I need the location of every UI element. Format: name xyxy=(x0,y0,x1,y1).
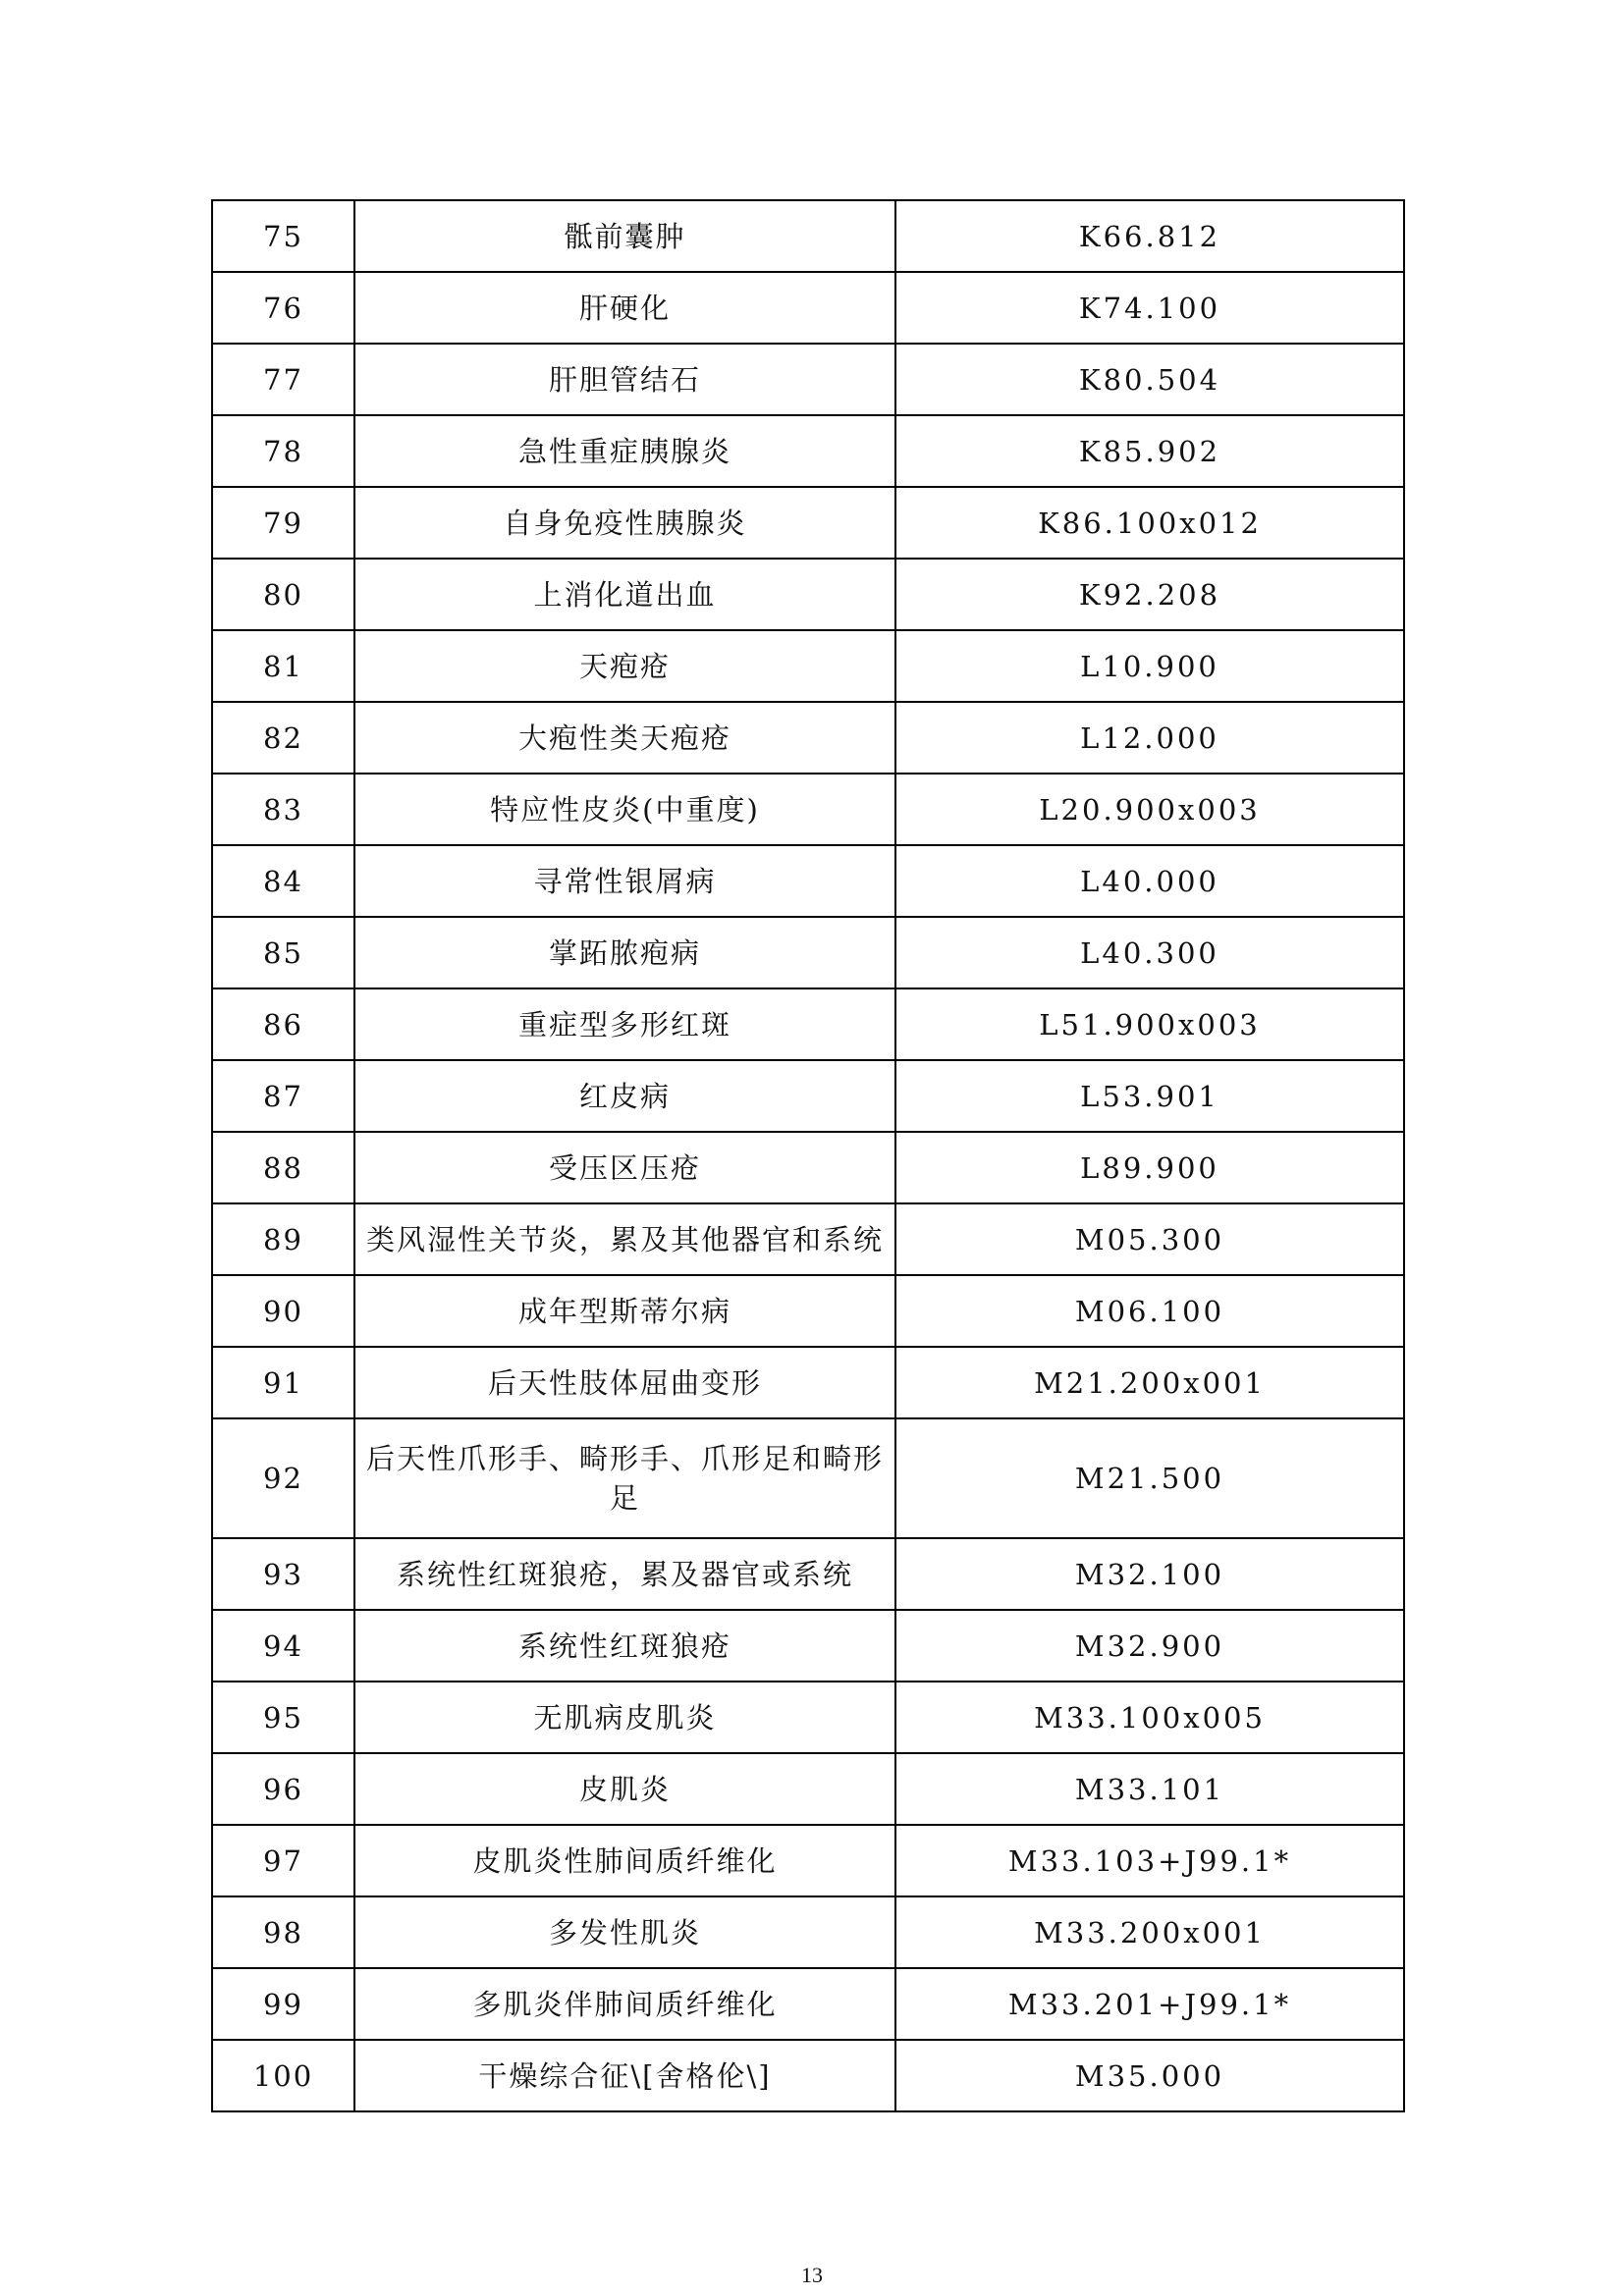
diagnosis-code: K80.504 xyxy=(895,344,1404,415)
row-number: 98 xyxy=(212,1896,354,1968)
row-number: 96 xyxy=(212,1753,354,1825)
diagnosis-name: 红皮病 xyxy=(354,1060,895,1132)
diagnosis-name: 多肌炎伴肺间质纤维化 xyxy=(354,1968,895,2040)
row-number: 99 xyxy=(212,1968,354,2040)
table-row xyxy=(212,1060,1404,1132)
row-number: 84 xyxy=(212,845,354,917)
row-number: 82 xyxy=(212,702,354,774)
row-number: 88 xyxy=(212,1132,354,1203)
diagnosis-name: 大疱性类天疱疮 xyxy=(354,702,895,774)
diagnosis-code: M35.000 xyxy=(895,2040,1404,2111)
diagnosis-name: 自身免疫性胰腺炎 xyxy=(354,487,895,559)
row-number: 90 xyxy=(212,1275,354,1347)
table-row xyxy=(212,1753,1404,1825)
diagnosis-table xyxy=(211,199,1405,2112)
diagnosis-code: L40.300 xyxy=(895,917,1404,988)
diagnosis-code: M21.200x001 xyxy=(895,1347,1404,1418)
diagnosis-code: K86.100x012 xyxy=(895,487,1404,559)
diagnosis-name: 后天性爪形手、畸形手、爪形足和畸形足 xyxy=(354,1418,895,1538)
table-row xyxy=(212,1418,1404,1538)
diagnosis-code: L10.900 xyxy=(895,630,1404,702)
diagnosis-name: 骶前囊肿 xyxy=(354,200,895,272)
row-number: 86 xyxy=(212,988,354,1060)
diagnosis-code: L51.900x003 xyxy=(895,988,1404,1060)
table-row xyxy=(212,630,1404,702)
row-number: 97 xyxy=(212,1825,354,1896)
diagnosis-name: 掌跖脓疱病 xyxy=(354,917,895,988)
diagnosis-name: 系统性红斑狼疮，累及器官或系统 xyxy=(354,1538,895,1610)
row-number: 77 xyxy=(212,344,354,415)
row-number: 95 xyxy=(212,1682,354,1753)
diagnosis-code: M32.900 xyxy=(895,1610,1404,1682)
row-number: 79 xyxy=(212,487,354,559)
diagnosis-code: L40.000 xyxy=(895,845,1404,917)
table-row xyxy=(212,917,1404,988)
diagnosis-code: M32.100 xyxy=(895,1538,1404,1610)
diagnosis-code: M33.101 xyxy=(895,1753,1404,1825)
table-row xyxy=(212,344,1404,415)
diagnosis-name: 天疱疮 xyxy=(354,630,895,702)
table-row xyxy=(212,1825,1404,1896)
table-row xyxy=(212,1275,1404,1347)
row-number: 80 xyxy=(212,559,354,630)
row-number: 81 xyxy=(212,630,354,702)
row-number: 85 xyxy=(212,917,354,988)
diagnosis-name: 皮肌炎 xyxy=(354,1753,895,1825)
diagnosis-code: L20.900x003 xyxy=(895,774,1404,845)
diagnosis-name: 受压区压疮 xyxy=(354,1132,895,1203)
row-number: 75 xyxy=(212,200,354,272)
row-number: 89 xyxy=(212,1203,354,1275)
diagnosis-name: 多发性肌炎 xyxy=(354,1896,895,1968)
row-number: 76 xyxy=(212,272,354,344)
table-row xyxy=(212,200,1404,272)
row-number: 93 xyxy=(212,1538,354,1610)
diagnosis-code: M33.201+J99.1* xyxy=(895,1968,1404,2040)
diagnosis-name: 急性重症胰腺炎 xyxy=(354,415,895,487)
row-number: 83 xyxy=(212,774,354,845)
diagnosis-name: 皮肌炎性肺间质纤维化 xyxy=(354,1825,895,1896)
diagnosis-code: M05.300 xyxy=(895,1203,1404,1275)
diagnosis-name: 后天性肢体屈曲变形 xyxy=(354,1347,895,1418)
diagnosis-code: M06.100 xyxy=(895,1275,1404,1347)
table-row xyxy=(212,415,1404,487)
row-number: 91 xyxy=(212,1347,354,1418)
diagnosis-table-body xyxy=(212,200,1404,2111)
diagnosis-code: L89.900 xyxy=(895,1132,1404,1203)
diagnosis-code: K66.812 xyxy=(895,200,1404,272)
table-row xyxy=(212,1203,1404,1275)
diagnosis-name: 寻常性银屑病 xyxy=(354,845,895,917)
row-number: 92 xyxy=(212,1418,354,1538)
diagnosis-code: L12.000 xyxy=(895,702,1404,774)
table-row xyxy=(212,487,1404,559)
diagnosis-name: 上消化道出血 xyxy=(354,559,895,630)
row-number: 94 xyxy=(212,1610,354,1682)
table-row xyxy=(212,1610,1404,1682)
table-row xyxy=(212,559,1404,630)
diagnosis-code: M33.100x005 xyxy=(895,1682,1404,1753)
row-number: 87 xyxy=(212,1060,354,1132)
diagnosis-name: 肝胆管结石 xyxy=(354,344,895,415)
table-row xyxy=(212,1538,1404,1610)
page-number: 13 xyxy=(801,2263,823,2287)
table-row xyxy=(212,1682,1404,1753)
table-row xyxy=(212,2040,1404,2111)
diagnosis-code: K74.100 xyxy=(895,272,1404,344)
table-row xyxy=(212,774,1404,845)
diagnosis-name: 干燥综合征\[舍格伦\] xyxy=(354,2040,895,2111)
table-row xyxy=(212,1968,1404,2040)
diagnosis-name: 成年型斯蒂尔病 xyxy=(354,1275,895,1347)
table-row xyxy=(212,702,1404,774)
row-number: 100 xyxy=(212,2040,354,2111)
diagnosis-name: 重症型多形红斑 xyxy=(354,988,895,1060)
diagnosis-code: M21.500 xyxy=(895,1418,1404,1538)
diagnosis-code: M33.103+J99.1* xyxy=(895,1825,1404,1896)
table-row xyxy=(212,988,1404,1060)
diagnosis-code: M33.200x001 xyxy=(895,1896,1404,1968)
diagnosis-name: 肝硬化 xyxy=(354,272,895,344)
table-row xyxy=(212,1347,1404,1418)
diagnosis-code: L53.901 xyxy=(895,1060,1404,1132)
diagnosis-name: 类风湿性关节炎，累及其他器官和系统 xyxy=(354,1203,895,1275)
table-row xyxy=(212,272,1404,344)
diagnosis-code: K85.902 xyxy=(895,415,1404,487)
table-row xyxy=(212,845,1404,917)
table-row xyxy=(212,1896,1404,1968)
diagnosis-code: K92.208 xyxy=(895,559,1404,630)
diagnosis-name: 系统性红斑狼疮 xyxy=(354,1610,895,1682)
diagnosis-name: 特应性皮炎(中重度) xyxy=(354,774,895,845)
row-number: 78 xyxy=(212,415,354,487)
table-row xyxy=(212,1132,1404,1203)
diagnosis-name: 无肌病皮肌炎 xyxy=(354,1682,895,1753)
